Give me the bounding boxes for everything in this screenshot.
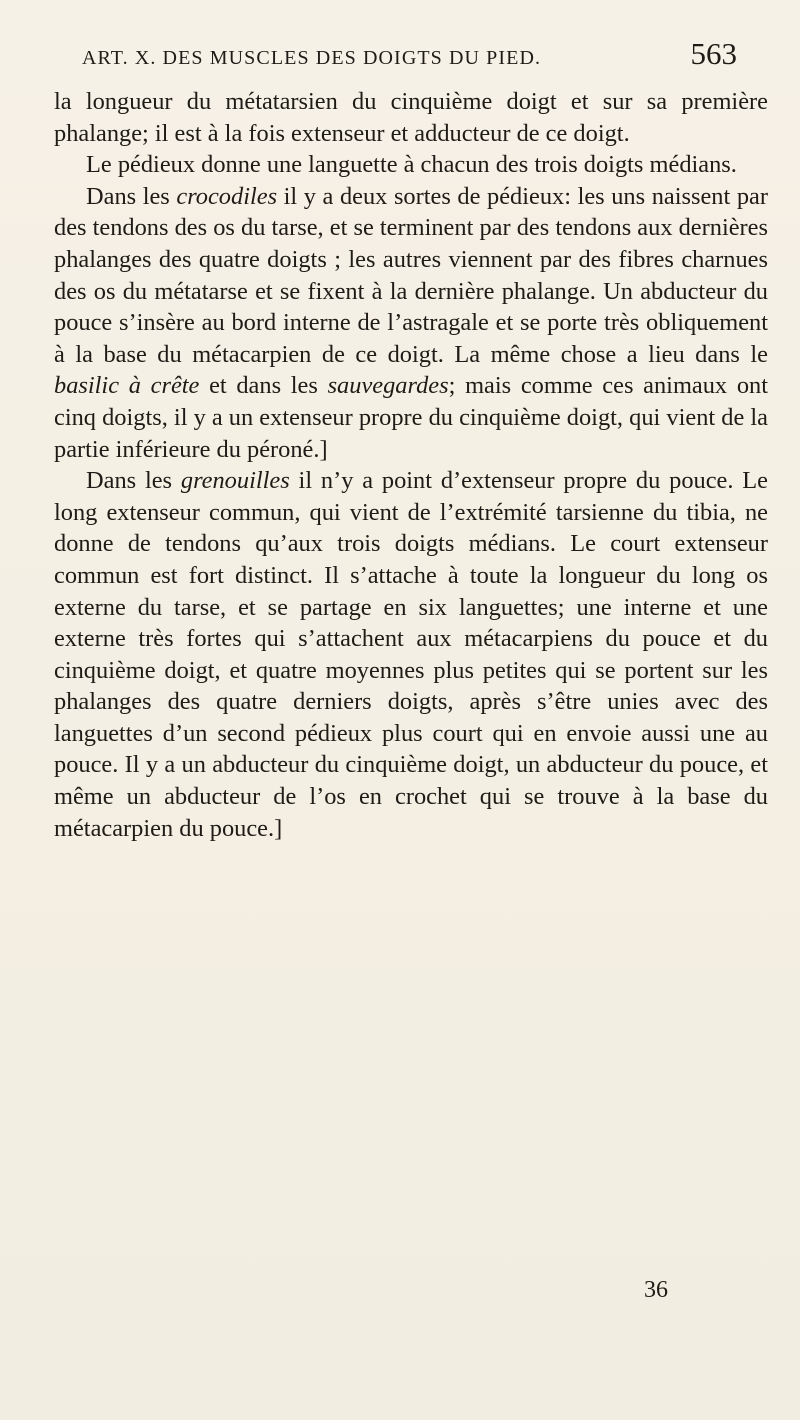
- basilic-term: basilic à crête: [54, 372, 200, 400]
- sauvegardes-term: sauvegardes: [327, 372, 449, 400]
- paragraph-3-text-3: et dans les: [199, 372, 328, 400]
- grenouilles-term: grenouilles: [180, 467, 290, 495]
- paragraph-3-text-1: Dans les: [86, 182, 177, 210]
- main-text: [54, 86, 768, 844]
- page-number: 563: [690, 36, 737, 71]
- paragraph-2: Le pédieux donne une languette à chacun des trois doigts médians.: [86, 151, 737, 179]
- page-header: [82, 34, 737, 72]
- paragraph-3-text-2: il y a deux sortes de pédieux: les uns naissent par des tendons des os du tarse, et se terminent par des tendons aux dernières phalanges des quatre doigts ; les autres viennent par des fibres charnues des os du métatarse et se fixent à la dernière phalange. Un abducteur du pouce s’insère au bord interne de l’astragale et se porte très obliquement à la base du métacarpien de ce doigt. La même chose a lieu dans le: [54, 182, 768, 368]
- paragraph-4-text-1: Dans les: [86, 467, 181, 495]
- page-signature: 36: [644, 1277, 668, 1303]
- paragraph-1: la longueur du métatarsien du cinquième doigt et sur sa première phalange; il est à la fois extenseur et adducteur de ce doigt.: [54, 88, 768, 147]
- paragraph-4: [54, 465, 768, 844]
- running-head: ART. X. DES MUSCLES DES DOIGTS DU PIED.: [82, 47, 542, 69]
- paragraph-3: [54, 181, 768, 465]
- paragraph-4-text-2: il n’y a point d’extenseur propre du pouce. Le long extenseur commun, qui vient de l’extrémité tarsienne du tibia, ne donne de tendons qu’aux trois doigts médians. Le court extenseur commun est fort distinct. Il s’attache à toute la longueur du long os externe du tarse, et se partage en six languettes; une interne et une externe très fortes qui s’attachent aux métacarpiens du pouce et du cinquième doigt, et quatre moyennes plus petites qui se portent sur les phalanges des quatre derniers doigts, après s’être unies avec des languettes d’un second pédieux plus court qui en envoie aussi une au pouce. Il y a un abducteur du cinquième doigt, un abducteur du pouce, et même un abducteur de l’os en crochet qui se trouve à la base du métacarpien du pouce.]: [54, 467, 769, 842]
- paragraph-3-text-4: ; mais comme ces animaux ont cinq doigts, il y a un extenseur propre du cinquième doigt, qui vient de la partie inférieure du péroné.]: [54, 372, 768, 463]
- crocodiles-term: crocodiles: [176, 182, 278, 210]
